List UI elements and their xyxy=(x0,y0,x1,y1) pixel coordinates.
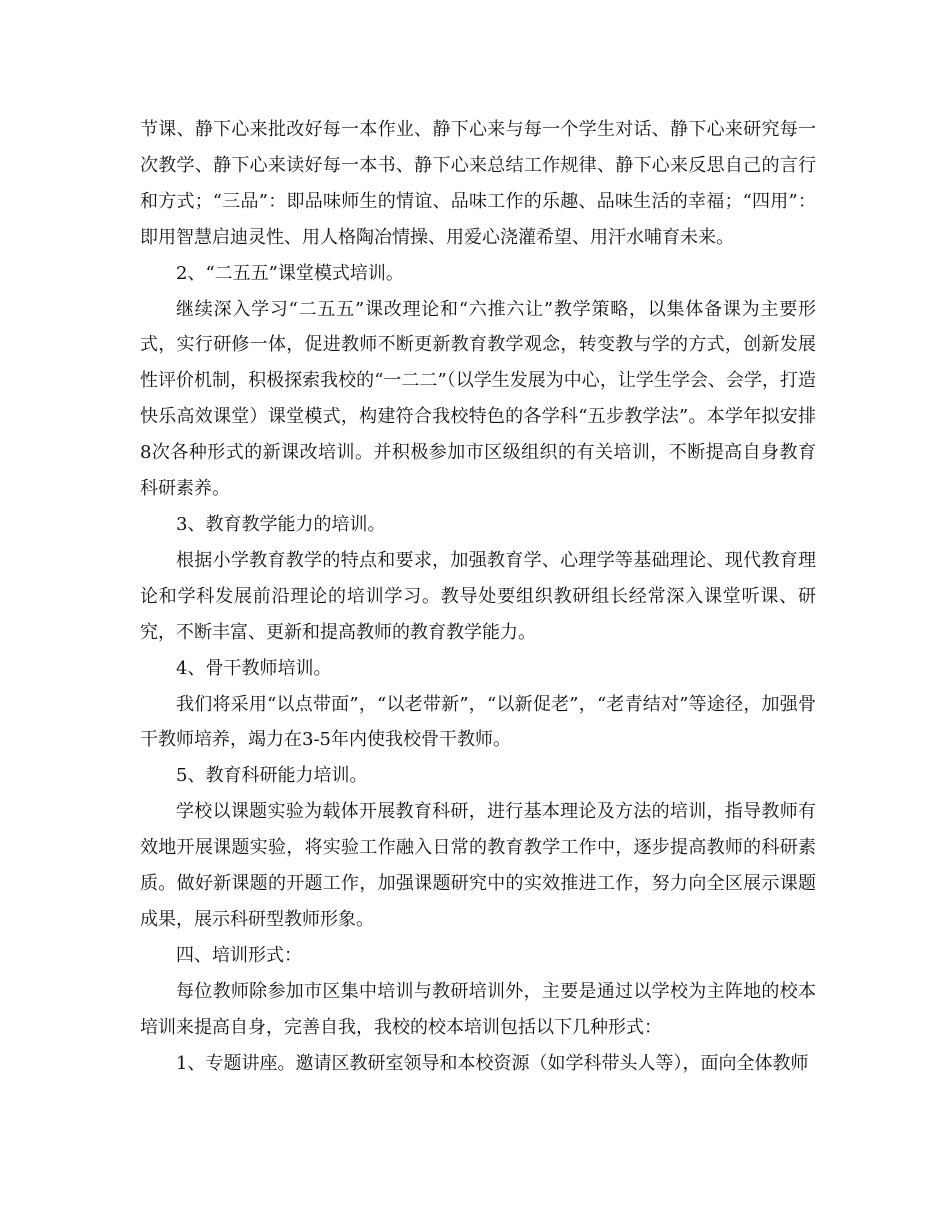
section-heading: 5、教育科研能力培训。 xyxy=(176,765,368,787)
paragraph: 根据小学教育教学的特点和要求，加强教育学、心理学等基础理论、现代教育理论和学科发展前沿理论的培训学习。教导处要组织教研组长经常深入课堂听课、研究，不断丰富、更新和提高教师的教育教学能力。 xyxy=(140,549,816,643)
paragraph: 我们将采用“以点带面”，“以老带新”，“以新促老”，“老青结对”等途径，加强骨干教师培养，竭力在3-5年内使我校骨干教师。 xyxy=(140,693,816,751)
paragraph: 继续深入学习“二五五”课改理论和“六推六让”教学策略，以集体备课为主要形式，实行研修一体，促进教师不断更新教育教学观念，转变教与学的方式，创新发展性评价机制，积极探索我校的“一二二”（以学生发展为中心，让学生学会、会学，打造快乐高效课堂）课堂模式，构建符合我校特色的各学科“五步教学法”。本学年拟安排8次各种形式的新课改培训。并积极参加市区级组织的有关培训，不断提高自身教育科研素养。 xyxy=(140,298,816,500)
section-heading: 4、骨干教师培训。 xyxy=(176,657,332,679)
paragraph: 节课、静下心来批改好每一本作业、静下心来与每一个学生对话、静下心来研究每一次教学、静下心来读好每一本书、静下心来总结工作规律、静下心来反思自己的言行和方式；“三品”：即品味师生的情谊、品味工作的乐趣、品味生活的幸福；“四用”：即用智慧启迪灵性、用人格陶冶情操、用爱心浇灌希望、用汗水哺育未来。 xyxy=(140,119,816,248)
paragraph: 1、专题讲座。邀请区教研室领导和本校资源（如学科带头人等），面向全体教师 xyxy=(176,1052,809,1074)
section-heading: 3、教育教学能力的培训。 xyxy=(176,513,386,535)
paragraph: 学校以课题实验为载体开展教育科研，进行基本理论及方法的培训，指导教师有效地开展课题实验，将实验工作融入日常的教育教学工作中，逐步提高教师的科研素质。做好新课题的开题工作，加强课题研究中的实效推进工作，努力向全区展示课题成果，展示科研型教师形象。 xyxy=(140,801,816,930)
section-heading: 四、培训形式： xyxy=(176,944,302,966)
document-body xyxy=(140,112,816,1081)
section-heading: 2、“二五五”课堂模式培训。 xyxy=(176,262,404,284)
paragraph: 每位教师除参加市区集中培训与教研培训外，主要是通过以学校为主阵地的校本培训来提高自身，完善自我，我校的校本培训包括以下几种形式： xyxy=(140,980,816,1038)
